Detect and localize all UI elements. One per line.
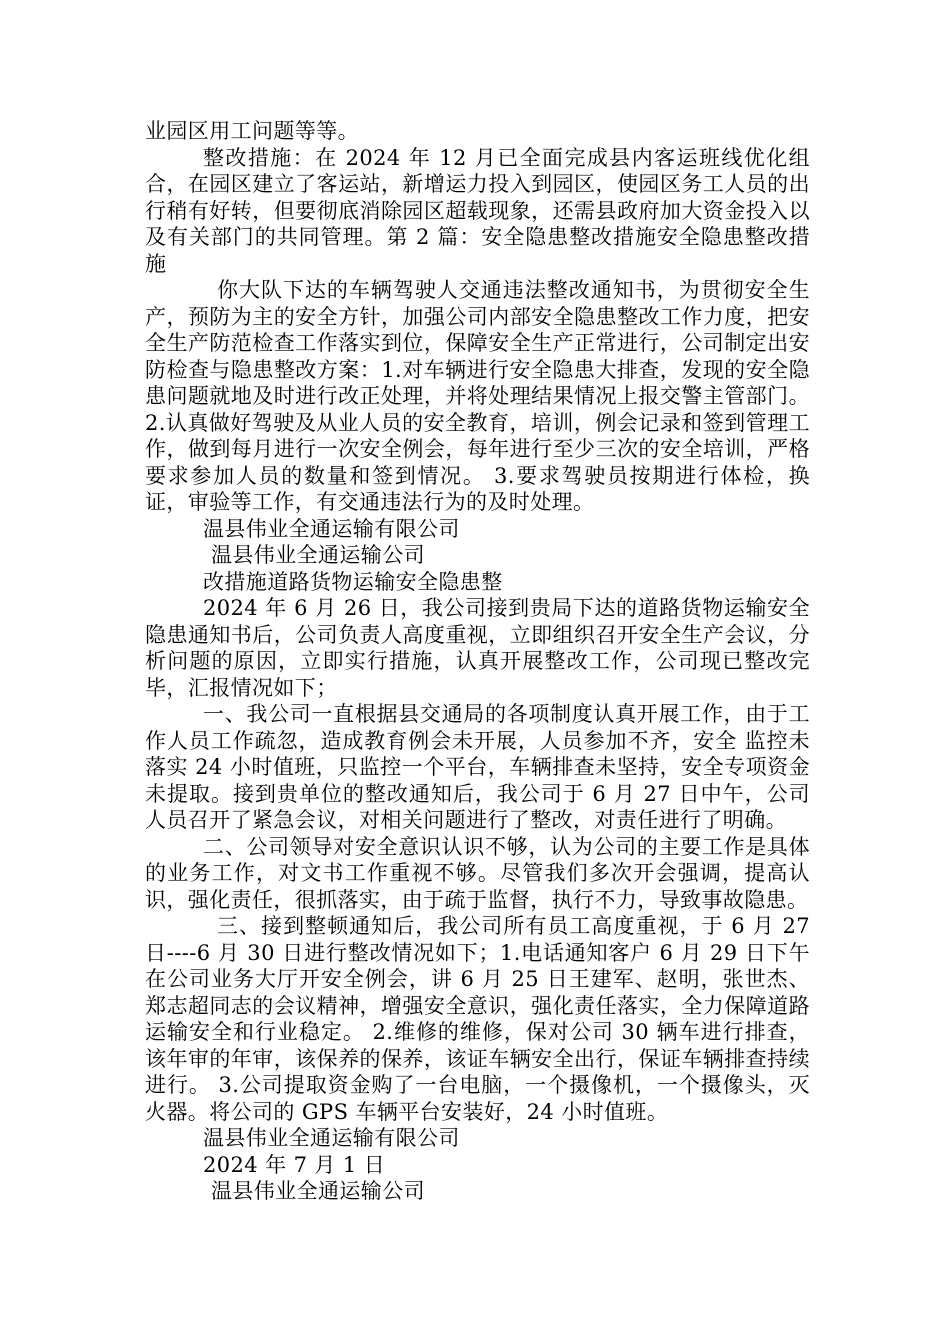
closing-date: 2024 年 7 月 1 日 xyxy=(203,1152,386,1177)
section-heading: 改措施道路货物运输安全隐患整 xyxy=(203,569,503,594)
paragraph-item-three: 三、接到整顿通知后，我公司所有员工高度重视，于 6 月 27 日----6 月 30 日进行整改情况如下；1.电话通知客户 6 月 29 日下午在公司业务大厅开安全例会，讲 6 月 25 日王建军、赵明，张世杰、郑志超同志的会议精神，增强安全意识，强化责任落实，全力保障道路运输安全和行业稳定。 2.维修的维修，保对公司 30 辆车进行排查，该年审的年审，该保养的保养，该证车辆安全出行，保证车辆排查持续进行。 3.公司提取资金购了一台电脑，一个摄像机，一个摄像头，灭火器。将公司的 GPS 车辆平台安装好，24 小时值班。 xyxy=(145,914,810,1124)
paragraph-notice-received: 2024 年 6 月 26 日，我公司接到贵局下达的道路货物运输安全隐患通知书后，公司负责人高度重视，立即组织召开安全生产会议，分析问题的原因，立即实行措施，认真开展整改工作，公司现已整改完毕，汇报情况如下； xyxy=(145,596,810,700)
company-signature: 温县伟业全通运输有限公司 xyxy=(203,516,460,541)
paragraph-item-two: 二、公司领导对安全意识认识不够，认为公司的主要工作是具体的业务工作，对文书工作重视不够。尽管我们多次开会强调，提高认识，强化责任，很抓落实，由于疏于监督，执行不力，导致事故隐患。 xyxy=(145,834,810,912)
paragraph-item-one: 一、我公司一直根据县交通局的各项制度认真开展工作，由于工作人员工作疏忽，造成教育例会未开展，人员参加不齐，安全 监控未落实 24 小时值班，只监控一个平台，车辆排查未坚持，安全专项资金未提取。接到贵单位的整改通知后，我公司于 6 月 27 日中午，公司人员召开了紧急会议，对相关问题进行了整改，对责任进行了明确。 xyxy=(145,702,810,832)
closing-company-signature: 温县伟业全通运输有限公司 xyxy=(203,1126,460,1150)
company-short-signature: 温县伟业全通运输公司 xyxy=(211,543,425,567)
paragraph-rectification-measures: 整改措施：在 2024 年 12 月已全面完成县内客运班线优化组合，在园区建立了客运站，新增运力投入到园区，使园区务工人员的出行稍有好转，但要彻底消除园区超载现象，还需县政府加大资金投入以及有关部门的共同管理。第 2 篇：安全隐患整改措施安全隐患整改措施 xyxy=(145,145,810,276)
closing-company-short-signature: 温县伟业全通运输公司 xyxy=(211,1179,425,1203)
paragraph-traffic-notice: 你大队下达的车辆驾驶人交通违法整改通知书，为贯彻安全生产，预防为主的安全方针，加强公司内部安全隐患整改工作力度，把安全生产防范检查工作落实到位，保障安全生产正常进行，公司制定出安防检查与隐患整改方案：1.对车辆进行安全隐患大排查，发现的安全隐患问题就地及时进行改正处理，并将处理结果情况上报交警主管部门。 2.认真做好驾驶及从业人员的安全教育，培训，例会记录和签到管理工作，做到每月进行一次安全例会，每年进行至少三次的安全培训，严格要求参加人员的数量和签到情况。 3.要求驾驶员按期进行体检，换证，审验等工作，有交通违法行为的及时处理。 xyxy=(145,278,810,514)
document-page xyxy=(145,118,810,1205)
paragraph-continuation: 业园区用工问题等等。 xyxy=(145,119,359,143)
